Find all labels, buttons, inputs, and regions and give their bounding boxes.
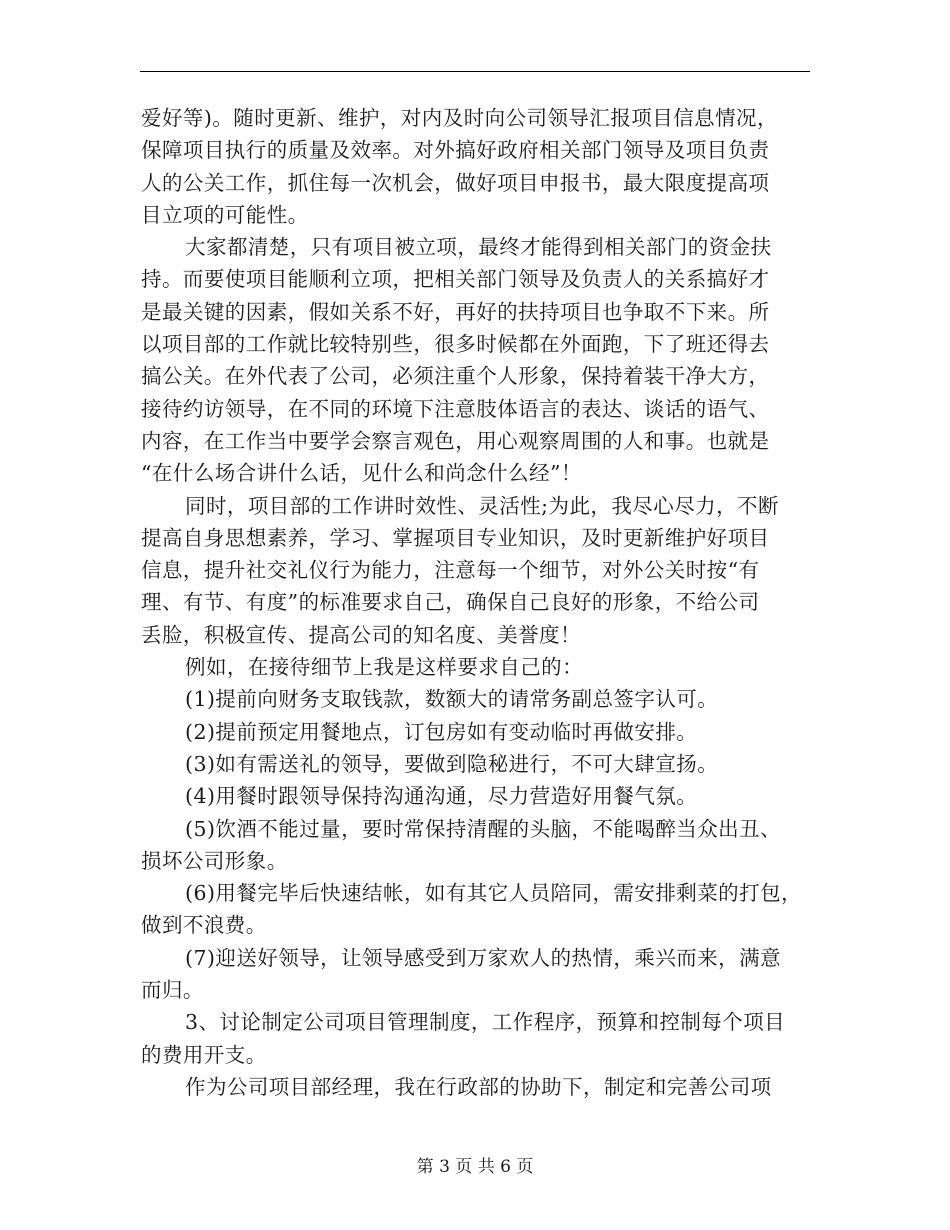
text-line: 同时，项目部的工作讲时效性、灵活性;为此，我尽心尽力，不断 xyxy=(185,493,779,518)
header-rule xyxy=(140,71,810,72)
text-line: 例如，在接待细节上我是这样要求自己的： xyxy=(185,655,584,680)
text-line: 大家都清楚，只有项目被立项，最终才能得到相关部门的资金扶 xyxy=(185,235,772,260)
text-line: 做到不浪费。 xyxy=(141,913,267,938)
text-line: 持。而要使项目能顺利立项，把相关部门领导及负责人的关系搞好才 xyxy=(141,267,770,292)
text-line: 丢脸，积极宣传、提高公司的知名度、美誉度！ xyxy=(141,622,581,647)
text-line: 爱好等)。随时更新、维护，对内及时向公司领导汇报项目信息情况， xyxy=(141,106,778,130)
text-line: (2)提前预定用餐地点，订包房如有变动临时再做安排。 xyxy=(185,719,698,744)
text-line: 保障项目执行的质量及效率。对外搞好政府相关部门领导及项目负责 xyxy=(141,138,770,163)
text-line: 内容，在工作当中要学会察言观色，用心观察周围的人和事。也就是 xyxy=(141,428,770,453)
text-line: 是最关键的因素，假如关系不好，再好的扶持项目也争取不下来。所 xyxy=(141,299,770,324)
text-line: (6)用餐完毕后快速结帐，如有其它人员陪同，需安排剩菜的打包， xyxy=(185,881,802,906)
page-footer: 第 3 页 共 6 页 xyxy=(416,1157,534,1177)
text-line: 而归。 xyxy=(141,978,204,1003)
text-line: 损坏公司形象。 xyxy=(141,848,288,873)
text-line: 提高自身思想素养，学习、掌握项目专业知识，及时更新维护好项目 xyxy=(141,525,770,550)
text-line: 人的公关工作，抓住每一次机会，做好项目申报书，最大限度提高项 xyxy=(141,170,770,195)
text-line: 以项目部的工作就比较特别些，很多时候都在外面跑，下了班还得去 xyxy=(141,332,770,357)
text-line: 搞公关。在外代表了公司，必须注重个人形象，保持着装干净大方， xyxy=(141,364,770,389)
text-line: “在什么场合讲什么话，见什么和尚念什么经”！ xyxy=(141,461,582,486)
text-line: (3)如有需送礼的领导，要做到隐秘进行，不可大肆宣扬。 xyxy=(185,751,719,776)
text-line: 目立项的可能性。 xyxy=(141,202,309,227)
text-line: (5)饮酒不能过量，要时常保持清醒的头脑，不能喝醉当众出丑、 xyxy=(185,816,782,841)
text-line: 理、有节、有度”的标准要求自己，确保自己良好的形象，不给公司 xyxy=(141,590,760,615)
text-line: 信息，提升社交礼仪行为能力，注意每一个细节，对外公关时按“有 xyxy=(141,558,760,583)
text-line: 接待约访领导，在不同的环境下注意肢体语言的表达、谈话的语气、 xyxy=(141,396,770,421)
text-line: (1)提前向财务支取钱款，数额大的请常务副总签字认可。 xyxy=(185,687,719,712)
body-text xyxy=(141,102,811,1103)
text-line: 作为公司项目部经理，我在行政部的协助下，制定和完善公司项 xyxy=(185,1074,772,1099)
text-line: (4)用餐时跟领导保持沟通沟通，尽力营造好用餐气氛。 xyxy=(185,784,698,809)
text-line: 3、讨论制定公司项目管理制度，工作程序，预算和控制每个项目 xyxy=(185,1010,786,1035)
text-line: 的费用开支。 xyxy=(141,1042,267,1067)
text-line: (7)迎送好领导，让领导感受到万家欢人的热情，乘兴而来，满意 xyxy=(185,945,782,970)
